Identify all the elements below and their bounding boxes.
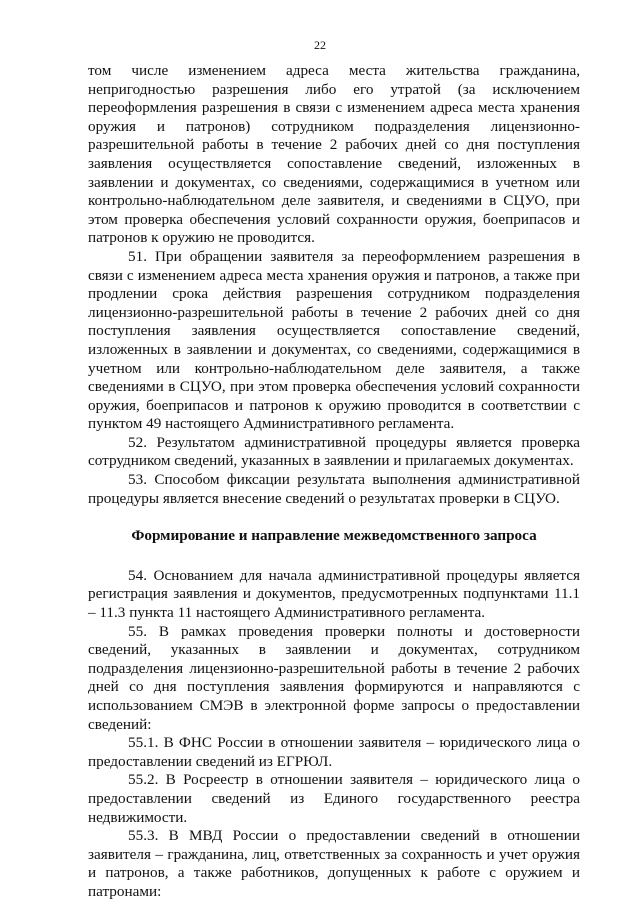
paragraph-52: 52. Результатом административной процедуры является проверка сотрудником сведений, указанных в заявлении и прилагаемых документах. — [88, 433, 580, 470]
document-body — [88, 62, 580, 902]
paragraph-55-2: 55.2. В Росреестр в отношении заявителя – юридического лица о предоставлении сведений из Единого государственного реестра недвижимости. — [88, 771, 580, 826]
paragraph-55-3: 55.3. В МВД России о предоставлении сведений в отношении заявителя – гражданина, лиц, ответственных за сохранность и учет оружия и патронов, а также работников, допущенных к работе с оружием и патронами: — [88, 827, 580, 900]
paragraph-55: 55. В рамках проведения проверки полноты и достоверности сведений, указанных в заявлении и документах, сотрудником подразделения лицензионно-разрешительной работы в течение 2 рабочих дней со дня поступления заявления формируются и направляются с использованием СМЭВ в электронной форме запросы о предоставлении сведений: — [88, 622, 580, 733]
paragraph-53: 53. Способом фиксации результата выполнения административной процедуры является внесение сведений о результатах проверки в СЦУО. — [88, 471, 580, 507]
section-heading: Формирование и направление межведомственного запроса — [131, 527, 537, 545]
paragraph-55-1: 55.1. В ФНС России в отношении заявителя – юридического лица о предоставлении сведений из ЕГРЮЛ. — [88, 734, 580, 770]
paragraph-51: 51. При обращении заявителя за переоформлением разрешения в связи с изменением адреса места хранения оружия и патронов, а также при продлении срока действия разрешения сотрудником подразделения лицензионно-разрешительной работы в течение 2 рабочих дней со дня поступления заявления осуществляется сопоставление сведений, изложенных в заявлении и документах, со сведениями, содержащимися в учетном или контрольно-наблюдательном деле заявителя, а также сведениями в СЦУО, при этом проверка обеспечения условий сохранности оружия, боеприпасов и патронов к оружию проводится в соответствии с пунктом 49 настоящего Административного регламента. — [88, 247, 580, 433]
paragraph-continued: том числе изменением адреса места жительства гражданина, непригодностью разрешения либо его утратой (за исключением переоформления разрешения в связи с изменением адреса места хранения оружия и патронов) сотрудником подразделения лицензионно-разрешительной работы в течение 2 рабочих дней со дня поступления заявления осуществляется сопоставление сведений, изложенных в заявлении и документах, со сведениями, содержащимися в учетном или контрольно-наблюдательном деле заявителя, и сведениями в СЦУО, при этом проверка обеспечения условий сохранности оружия, боеприпасов и патронов к оружию не проводится. — [88, 62, 580, 247]
paragraph-54: 54. Основанием для начала административной процедуры является регистрация заявления и документов, предусмотренных подпунктами 11.1 – 11.3 пункта 11 настоящего Административного регламента. — [88, 566, 580, 622]
page-number: 22 — [314, 38, 326, 52]
